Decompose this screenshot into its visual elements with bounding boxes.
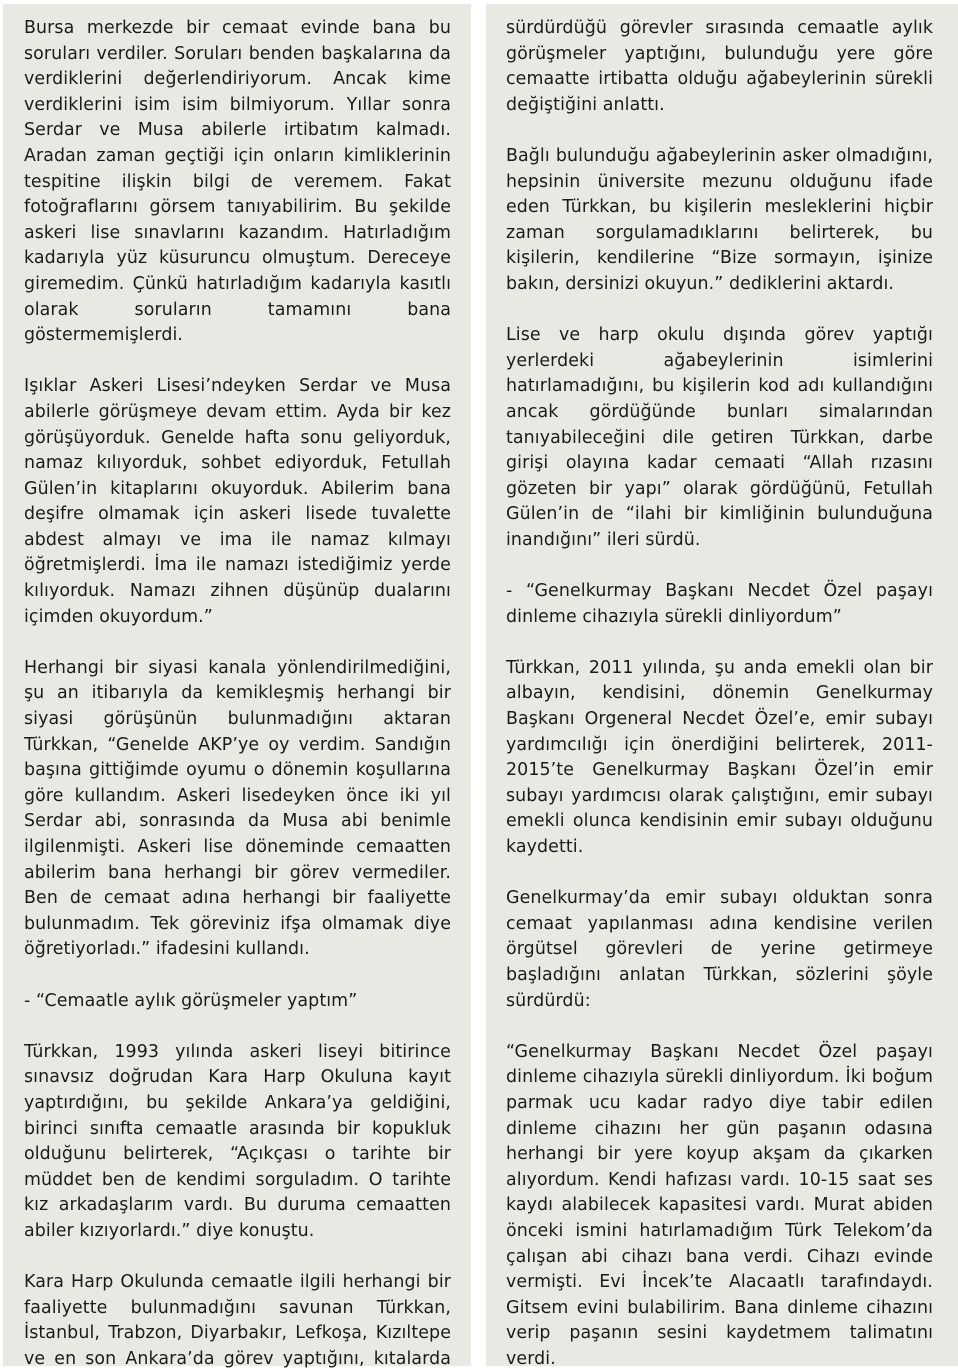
paragraph: Işıklar Askeri Lisesi’ndeyken Serdar ve Musa abilerle görüşmeye devam ettim. Ayda bir kez görüşüyorduk. Genelde hafta sonu geliyorduk, namaz kılıyorduk, sohbet ediyorduk, Fetullah Gülen’in kitaplarını okuyorduk. Abilerim bana deşifre olmamak için askeri lisede tuvalette abdest almayı ve ima ile namaz kılmayı öğretmişlerdi. İma ile namazı istediğimiz yerde kılıyorduk. Namazı zihnen düşünüp dualarını içimden okuyordum.” [24,376,451,627]
paragraph: Lise ve harp okulu dışında görev yaptığı yerlerdeki ağabeylerinin isimlerini hatırlamadığını, bu kişilerin kod adı kullandığını ancak gördüğünde bunları simalarından tanıyabileceğini dile getiren Türkkan, darbe girişi olayına kadar cemaati “Allah rızasını gözeten bir yapı” olarak gördüğünü, Fetullah Gülen’in de “ilahi bir kimliğinin bulunduğuna inandığını” ileri sürdü. [506,325,933,550]
paragraph: Bursa merkezde bir cemaat evinde bana bu soruları verdiler. Soruları benden başkalarına da verdiklerini değerlendiriyorum. Ancak kime verdiklerini isim isim bilmiyorum. Yıllar sonra Serdar ve Musa abilerle irtibatım kalmadı. Aradan zaman geçtiği için onların kimliklerinin tespitine ilişkin bilgi de veremem. Fakat fotoğraflarını görsem tanıyabilirim. Bu şekilde askeri lise sınavlarını kazandım. Hatırladığım kadarıyla yüz küsuruncu olmuştum. Dereceye giremedim. Çünkü hatırladığım kadarıyla kasıtlı olarak soruların tamamını bana göstermemişlerdi. [24,18,451,346]
subheading: - “Cemaatle aylık görüşmeler yaptım” [24,990,358,1011]
paragraph: sürdürdüğü görevler sırasında cemaatle aylık görüşmeler yaptığını, bulunduğu yere göre cemaatte irtibatta olduğu ağabeylerinin sürekli değiştiğini anlattı. [506,18,933,115]
article-left-column [24,16,451,1372]
paragraph: Genelkurmay’da emir subayı olduktan sonra cemaat yapılanması adına kendisine verilen örgütsel görevleri de yerine getirmeye başladığını anlatan Türkkan, sözlerini şöyle sürdürdü: [506,888,933,1011]
quote-paragraph: “Genelkurmay Başkanı Necdet Özel paşayı dinleme cihazıyla sürekli dinliyordum. İki boğum parmak ucu kadar radyo diye tabir edilen dinleme cihazını her gün paşanın odasına herhangi bir yere koyup akşam da çıkarken alıyordum. Kendi hafızası vardı. 10-15 saat ses kaydı alabilecek kapasitesi vardı. Murat abiden önceki ismini hatırlamadığım Türk Telekom’da çalışan abi cihazı bana verdi. Cihazı evinde vermişti. Evi İncek’te Alacaatlı tarafındaydı. Gitsem evini bulabilirim. Bana dinleme cihazını verip paşanın sesini kaydetmem talimatını verdi. [506,1041,933,1369]
paragraph: Türkkan, 2011 yılında, şu anda emekli olan bir albayın, kendisini, dönemin Genelkurmay Başkanı Orgeneral Necdet Özel’e, emir subayı yardımcılığı için önerdiğini belirterek, 2011-2015’te Genelkurmay Başkanı Özel’in emir subayı yardımcısı olarak çalıştığını, emir subayı emekli olunca kendisinin emir subayı olduğunu kaydetti. [506,657,933,857]
paragraph: Herhangi bir siyasi kanala yönlendirilmediğini, şu an itibarıyla da kemikleşmiş herhangi bir siyasi görüşünün bulunmadığını aktaran Türkkan, “Genelde AKP’ye oy verdim. Sandığın başına gittiğimde oyumu o dönemin koşullarına göre kullandım. Askeri lisedeyken önce iki yıl Serdar abi, sonrasında da Musa abi benimle ilgilenmişti. Askeri lise döneminde cemaatten abilerim bana herhangi bir görev vermediler. Ben de cemaat adına herhangi bir faaliyette bulunmadım. Tek göreviniz ifşa olmamak diye öğretiyorladı.” ifadesini kullandı. [24,657,451,960]
article-right-column [506,16,933,1372]
paragraph: Kara Harp Okulunda cemaatle ilgili herhangi bir faaliyette bulunmadığını savunan Türkkan, İstanbul, Trabzon, Diyarbakır, Lefkoşa, Kızıltepe ve en son Ankara’da görev yaptığını, kıtalarda [24,1272,451,1369]
subheading: - “Genelkurmay Başkanı Necdet Özel paşayı dinleme cihazıyla sürekli dinliyordum” [506,581,933,627]
paragraph: Türkkan, 1993 yılında askeri liseyi bitirince sınavsız doğrudan Kara Harp Okuluna kayıt yaptırdığını, bu şekilde Ankara’ya geldiğini, birinci sınıfta cemaatle arasında bir kopukluk olduğunu belirterek, “Açıkçası o tarihte bir müddet ben de kendimi sorguladım. O tarihte kız arkadaşlarım vardı. Bu duruma cemaatten abiler kızıyorlardı.” diye konuştu. [24,1041,451,1241]
paragraph: Bağlı bulunduğu ağabeylerinin asker olmadığını, hepsinin üniversite mezunu olduğunu ifade eden Türkkan, bu kişilerin mesleklerini hiçbir zaman sorgulamadıklarını belirterek, bu kişilerin, kendilerine “Bize sormayın, işinize bakın, dersinizi okuyun.” dediklerini aktardı. [506,145,933,294]
